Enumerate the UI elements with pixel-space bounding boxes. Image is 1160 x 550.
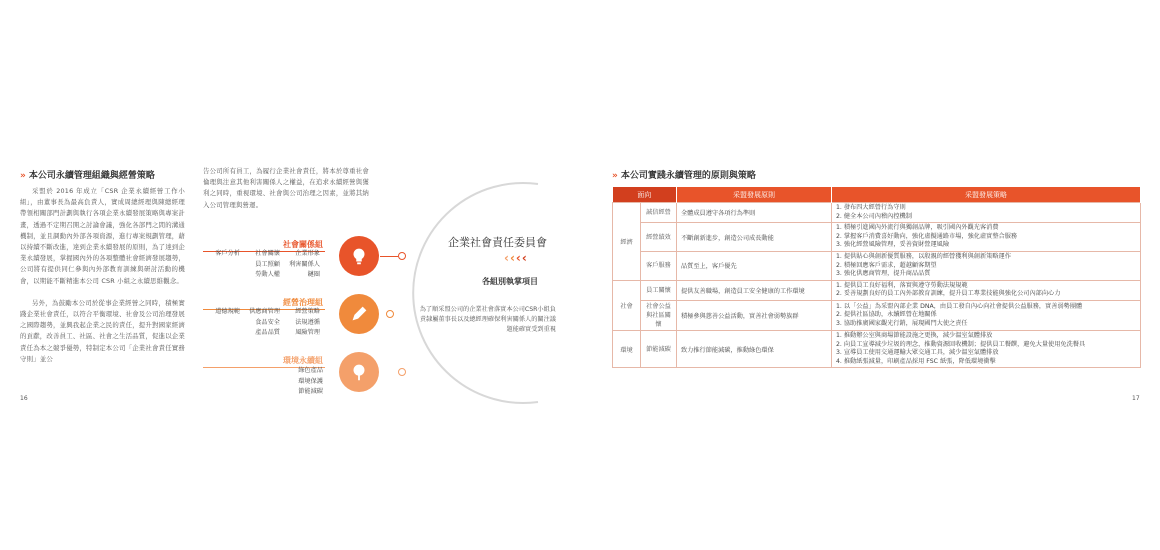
strategy-item: 2. 健全本公司內稽內控機制 — [836, 212, 912, 220]
strategy-item: 1. 推動辦公室與商場節能設施之更換，減少溫室氣體排放 — [836, 331, 993, 339]
lightbulb-icon — [348, 245, 370, 267]
page-number-left: 16 — [20, 395, 28, 402]
strategy-item: 2. 積極回應客戶需求，超越顧客期望 — [836, 261, 937, 269]
execution-description: 為了順采盟公司的企業社會落實本公司CSR小組負責隸屬董事長以及總經理確保利害關係人的關注議題能確實受到重視 — [419, 306, 556, 333]
strategy-item: 3. 協助推廣國家觀光行銷，展現國門大使之責任 — [836, 319, 968, 327]
category-environment: 環境 — [613, 330, 641, 367]
pencil-icon-circle — [339, 294, 379, 334]
table-header-row — [613, 187, 1141, 203]
sub-aspect: 客戶服務 — [641, 251, 677, 280]
left-section-title — [20, 168, 155, 181]
strategy-cell — [832, 330, 1141, 367]
group-item: 利害關係人 — [289, 260, 320, 268]
strategy-item: 2. 向員工宣導減少垃圾的理念，推動資源回收機制；提供員工餐饌，避免大量使用免洗餐具 — [836, 340, 1086, 348]
group-item: 員工照顧 — [255, 260, 280, 268]
header-principle: 采盟發展原則 — [677, 187, 832, 203]
strategy-item: 2. 妥善規劃良好的員工內外部教育訓練，提升員工專業技能與強化公司內部向心力 — [836, 290, 1061, 298]
group-item: 企業形象 — [295, 250, 320, 257]
group-title-governance: 經營治理組 — [283, 298, 323, 307]
connector-line-social — [380, 256, 398, 257]
group-item: 產品品質 — [255, 329, 280, 337]
tree-icon-circle — [339, 352, 379, 392]
lightbulb-icon-circle — [339, 236, 379, 276]
committee-arc — [388, 178, 608, 408]
group-item: 供應商管理 — [249, 308, 280, 315]
strategy-item: 1. 發布四大經營行為守則 — [836, 204, 906, 211]
group-item: 鏈圈 — [307, 271, 320, 279]
sub-aspect: 經營績效 — [641, 223, 677, 252]
right-section-title — [612, 168, 756, 181]
group-item: 勞動人權 — [255, 271, 280, 279]
arrow-marker-icon: » — [20, 171, 26, 181]
group-item: 客戶分析 — [215, 250, 240, 257]
table-row — [613, 251, 1141, 280]
strategy-table — [612, 187, 1141, 368]
sub-aspect: 誠信經營 — [641, 203, 677, 223]
principle-cell: 致力推行節能減碳，推動綠色環保 — [677, 330, 832, 367]
committee-title: 企業社會責任委員會 — [448, 236, 547, 249]
group-item: 綠色產品 — [298, 367, 323, 374]
table-row — [613, 280, 1141, 300]
strategy-item: 2. 掌握客戶消費喜好動向，強化虛擬通路市場，強化虛實整合服務 — [836, 232, 1018, 240]
strategy-cell — [832, 300, 1141, 330]
principle-cell: 品質至上，客戶優先 — [677, 251, 832, 280]
group-items-governance — [200, 307, 322, 339]
left-paragraph-1: 采盟於 2016 年成立「CSR 企業永續經營工作小組」，由董事長為最高負責人，實成周總經理與陳總經理帶領相關部門計劃與執行各項企業永續發展策略與專案計畫，透過不定期召開之討論會議，強化各部門之間的溝通機制，並且調動內外部各項資源，進行專案規劃管理，藉以持續不斷改進，達到企業永續發展的原則，為了達到企業永續發展，掌握國內外的各項整體社會經濟發展趨勢，公司將有提供同仁參與內外部教育訓練與研討活動的機會，以期能不斷精進本公司 CSR 小組之永續思維觀念。 — [20, 187, 185, 285]
group-item: 道德規範 — [215, 308, 240, 315]
table-row — [613, 223, 1141, 252]
group-title-social: 社會關係組 — [283, 240, 323, 249]
principle-cell: 不斷創新進步，創造公司成長動能 — [677, 223, 832, 252]
sub-aspect: 社會公益與社區關懷 — [641, 300, 677, 330]
pencil-icon — [348, 303, 370, 325]
strategy-item: 1. 積極引進國內外流行與獨創品牌，吸引國內外觀光客消費 — [836, 224, 999, 232]
right-section-title-text: 本公司實踐永續管理的原則與策略 — [620, 171, 756, 181]
category-society: 社會 — [613, 280, 641, 330]
chevron-left-icons: ‹‹‹‹ — [504, 251, 528, 265]
group-item: 食品安全 — [255, 318, 280, 326]
strategy-item: 2. 提供社區協助，永續經營在地關係 — [836, 311, 937, 319]
connector-dot-environment — [398, 368, 406, 376]
sub-aspect: 員工關懷 — [641, 280, 677, 300]
connector-dot-social — [398, 252, 406, 260]
principle-cell: 積極參與慈善公益活動，實善社會弱勢族群 — [677, 300, 832, 330]
left-paragraph-2: 另外，為鼓勵本公司於從事企業經營之同時，積極實踐企業社會責任，以符合平衡環境、社會及公司治理發展之國際趨勢，並興我起企業之民的責任，提升對國家經濟的貢獻，改善員工、社區、社會之生活品質，促進以企業責任為本之競爭優勢，特制定本公司「企業社會責任實務守則」並公 — [20, 298, 185, 363]
group-item: 節能減碳 — [298, 388, 323, 396]
strategy-item: 3. 強化供應商管理，提升商品品質 — [836, 270, 931, 278]
group-item: 環境保護 — [298, 377, 323, 385]
group-items-environment — [250, 366, 323, 398]
strategy-item: 1. 以「公益」為采盟內部企業 DNA，由員工發自內心向社會提供公益服務，實善弱勢團體 — [836, 302, 1083, 310]
strategy-cell — [832, 251, 1141, 280]
table-row — [613, 330, 1141, 367]
group-item: 社會關懷 — [255, 250, 280, 257]
table-row — [613, 203, 1141, 223]
arrow-marker-icon: » — [612, 171, 618, 181]
execution-title: 各組別執掌項目 — [482, 277, 538, 286]
strategy-cell — [832, 280, 1141, 300]
connector-dot-governance — [386, 310, 394, 318]
tree-icon — [348, 361, 370, 383]
header-strategy: 采盟發展策略 — [832, 187, 1141, 203]
group-item: 經營策略 — [295, 308, 320, 315]
mid-intro-text — [203, 166, 369, 222]
sub-aspect: 節能減碳 — [641, 330, 677, 367]
mid-intro-paragraph: 告公司所有員工，為履行企業社會責任，將本於尊重社會倫理與注意其他利害關係人之權益，在追求永續經營與獲利之同時，重視環境、社會與公司治理之因素，並將其納入公司管理與營運。 — [203, 167, 369, 209]
header-aspect: 面向 — [613, 187, 677, 203]
group-items-social — [200, 249, 322, 281]
strategy-item: 1. 提供員工良好福利，落實與遵守勞動法規規範 — [836, 281, 968, 289]
principle-cell: 全體成員遵守各項行為準則 — [677, 203, 832, 223]
strategy-item: 3. 宣導員工使用交通運輸大眾交通工具，減少溫室氣體排放 — [836, 349, 999, 357]
principle-cell: 提供友善職場，創造員工安全健康的工作環境 — [677, 280, 832, 300]
page-number-right: 17 — [1132, 395, 1140, 402]
strategy-item: 3. 強化經營風險管理，妥善資財營運風險 — [836, 241, 950, 249]
strategy-cell — [832, 203, 1141, 223]
strategy-item: 4. 推動紙張減量，印刷產品採用 FSC 紙張，降低環境衝擊 — [836, 357, 996, 365]
category-economy: 經濟 — [613, 203, 641, 281]
strategy-cell — [832, 223, 1141, 252]
left-body-text — [20, 186, 185, 376]
group-item: 風險管理 — [295, 329, 320, 337]
group-title-environment: 環境永續組 — [283, 356, 323, 365]
left-section-title-text: 本公司永續管理組織與經營策略 — [28, 171, 155, 181]
table-row — [613, 300, 1141, 330]
group-item: 法規遵循 — [295, 318, 320, 326]
strategy-item: 1. 提供貼心與創新優質服務，以殷親的經營獲利與創新策略運作 — [836, 252, 1011, 260]
